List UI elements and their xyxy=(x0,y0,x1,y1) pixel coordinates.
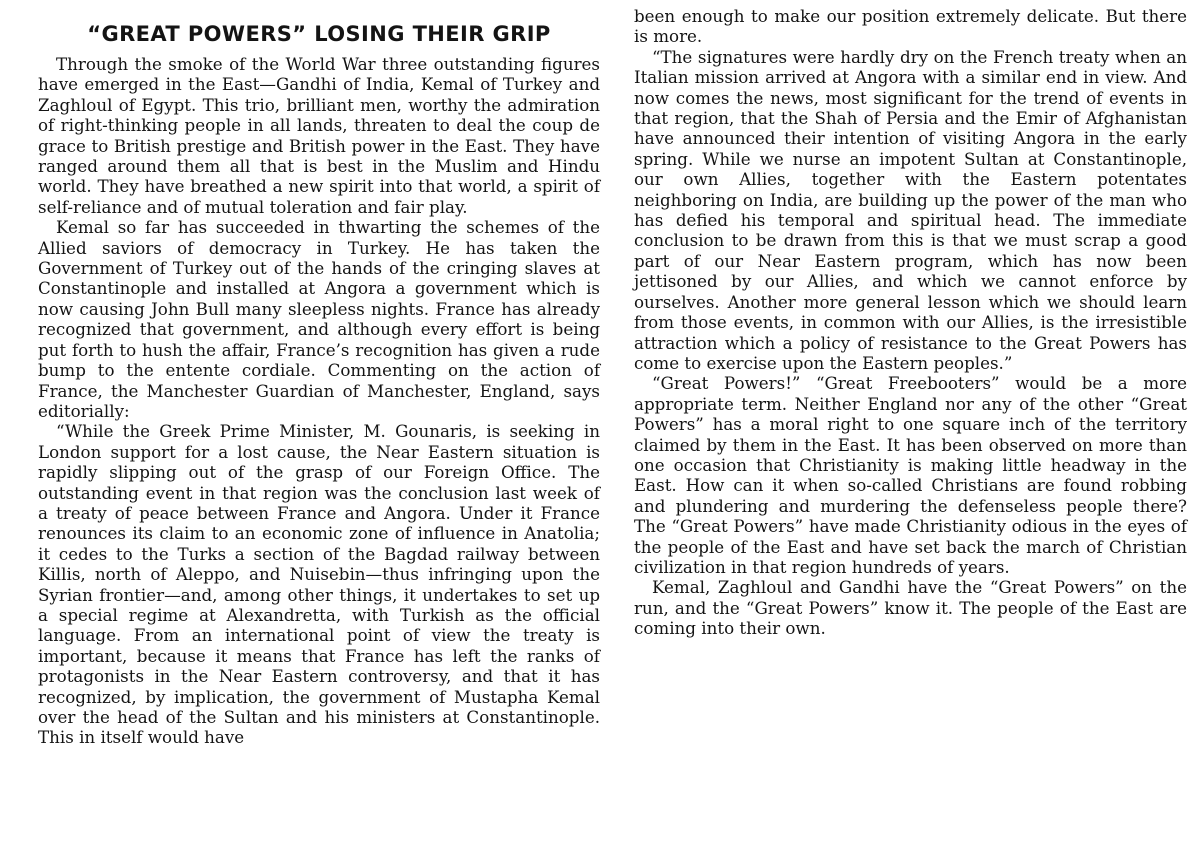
paragraph-conclusion: Kemal, Zaghloul and Gandhi have the “Great Powers” on the run, and the “Great Powers” know it. The people of the East are coming into their own. xyxy=(634,577,1187,639)
left-column xyxy=(38,22,600,748)
paragraph-quote-continued: been enough to make our position extremely delicate. But there is more. xyxy=(634,6,1187,47)
paragraph-signatures: “The signatures were hardly dry on the French treaty when an Italian mission arrived at Angora with a similar end in view. And now comes the news, most significant for the trend of events in that region, that the Shah of Persia and the Emir of Afghanistan have announced their intention of visiting Angora in the early spring. While we nurse an impotent Sultan at Constantinople, our own Allies, together with the Eastern potentates neighboring on India, are building up the power of the man who has defied his temporal and spiritual head. The immediate conclusion to be drawn from this is that we must scrap a good part of our Near Eastern program, which has now been jettisoned by our Allies, and which we cannot enforce by ourselves. Another more general lesson which we should learn from those events, in common with our Allies, is the irresistible attraction which a policy of resistance to the Great Powers has come to exercise upon the Eastern peoples.” xyxy=(634,46,1187,373)
right-column xyxy=(634,6,1187,639)
paragraph-guardian-quote: “While the Greek Prime Minister, M. Gounaris, is seeking in London support for a lost cause, the Near Eastern situation is rapidly slipping out of the grasp of our Foreign Office. The outstanding event in that region was the conclusion last week of a treaty of peace between France and Angora. Under it France renounces its claim to an economic zone of influence in Anatolia; it cedes to the Turks a section of the Bagdad railway between Killis, north of Aleppo, and Nuisebin—thus infringing upon the Syrian frontier—and, among other things, it undertakes to set up a special regime at Alexandretta, with Turkish as the official language. From an international point of view the treaty is important, because it means that France has left the ranks of protagonists in the Near Eastern controversy, and that it has recognized, by implication, the government of Mustapha Kemal over the head of the Sultan and his ministers at Constantinople. This in itself would have xyxy=(38,421,600,748)
paragraph-intro: Through the smoke of the World War three outstanding figures have emerged in the East—Gandhi of India, Kemal of Turkey and Zaghloul of Egypt. This trio, brilliant men, worthy the admiration of right-thinking people in all lands, threaten to deal the coup de grace to British prestige and British power in the East. They have ranged around them all that is best in the Muslim and Hindu world. They have breathed a new spirit into that world, a spirit of self-reliance and of mutual toleration and fair play. xyxy=(38,54,600,217)
paragraph-kemal: Kemal so far has succeeded in thwarting the schemes of the Allied saviors of democracy in Turkey. He has taken the Government of Turkey out of the hands of the cringing slaves at Constantinople and installed at Angora a government which is now causing John Bull many sleepless nights. France has already recognized that government, and although every effort is being put forth to hush the affair, France’s recognition has given a rude bump to the entente cordiale. Commenting on the action of France, the Manchester Guardian of Manchester, England, says editorially: xyxy=(38,217,600,421)
paragraph-great-powers: “Great Powers!” “Great Freebooters” would be a more appropriate term. Neither England nor any of the other “Great Powers” has a moral right to one square inch of the territory claimed by them in the East. It has been observed on more than one occasion that Christianity is making little headway in the East. How can it when so-called Christians are found robbing and plundering and murdering the defenseless people there? The “Great Powers” have made Christianity odious in the eyes of the people of the East and have set back the march of Christian civilization in that region hundreds of years. xyxy=(634,373,1187,577)
article-headline: “GREAT POWERS” LOSING THEIR GRIP xyxy=(87,22,551,46)
